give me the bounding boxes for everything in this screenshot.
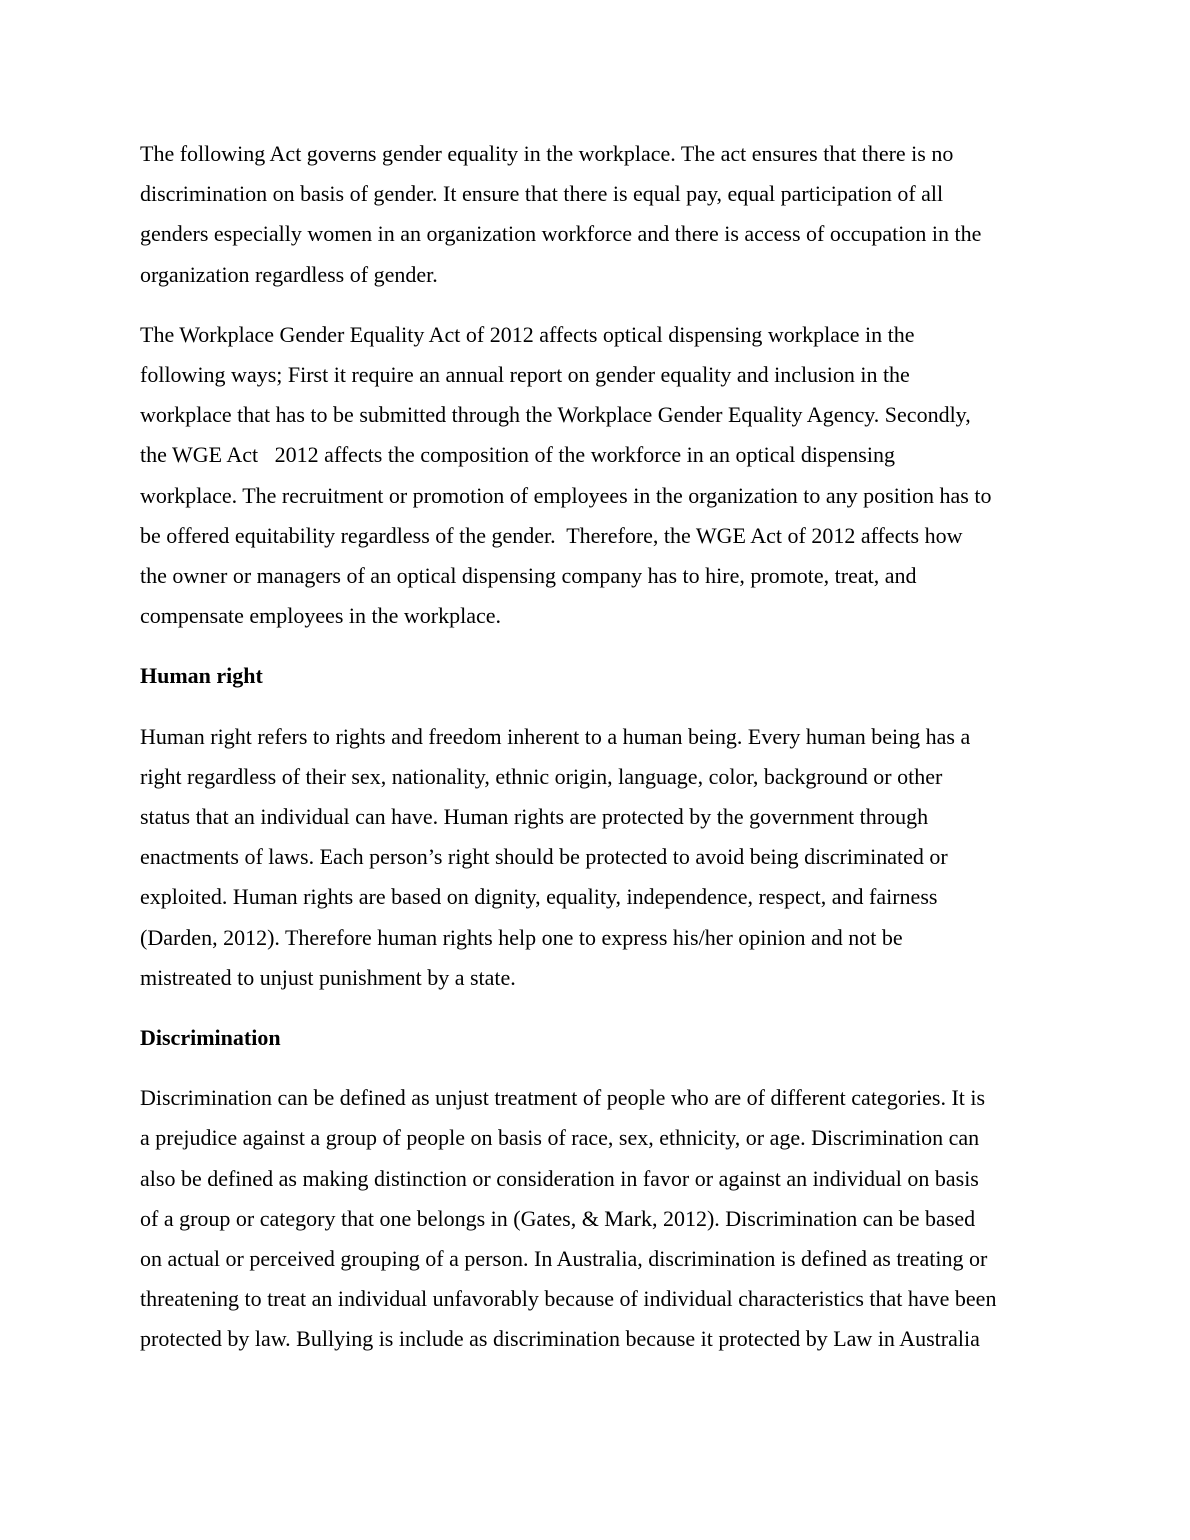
text-line: workplace that has to be submitted through the Workplace Gender Equality Agency. Secondly, xyxy=(140,402,971,428)
text-line: workplace. The recruitment or promotion of employees in the organization to any position has to xyxy=(140,482,992,508)
text-line: of a group or category that one belongs in (Gates, & Mark, 2012). Discrimination can be based xyxy=(140,1205,976,1231)
text-line: The following Act governs gender equality in the workplace. The act ensures that there is no xyxy=(140,141,954,166)
text-line: also be defined as making distinction or consideration in favor or against an individual on basis xyxy=(140,1165,979,1191)
text-line: exploited. Human rights are based on dignity, equality, independence, respect, and fairness xyxy=(140,884,938,910)
text-line: the owner or managers of an optical dispensing company has to hire, promote, treat, and xyxy=(140,563,917,589)
text-line: Human right refers to rights and freedom inherent to a human being. Every human being has a xyxy=(140,723,971,749)
text-line: on actual or perceived grouping of a person. In Australia, discrimination is defined as treating or xyxy=(140,1246,988,1272)
heading-discrimination: Discrimination xyxy=(140,1025,281,1051)
text-line: Discrimination can be defined as unjust treatment of people who are of different categories. It is xyxy=(140,1085,986,1111)
paragraph-discrimination xyxy=(140,1078,1052,1359)
text-line: protected by law. Bullying is include as discrimination because it protected by Law in Australia xyxy=(140,1326,980,1352)
text-line: status that an individual can have. Human rights are protected by the government through xyxy=(140,804,929,830)
text-line: following ways; First it require an annual report on gender equality and inclusion in the xyxy=(140,362,910,388)
text-line: enactments of laws. Each person’s right should be protected to avoid being discriminated or xyxy=(140,844,948,870)
document-body xyxy=(140,134,1052,1380)
text-line: mistreated to unjust punishment by a state. xyxy=(140,964,516,990)
text-line: genders especially women in an organization workforce and there is access of occupation in the xyxy=(140,221,982,247)
text-line: right regardless of their sex, nationality, ethnic origin, language, color, background or other xyxy=(140,763,943,789)
paragraph-human-right xyxy=(140,717,1052,998)
text-line: be offered equitability regardless of the gender. Therefore, the WGE Act of 2012 affects how xyxy=(140,522,963,548)
text-line: the WGE Act 2012 affects the composition of the workforce in an optical dispensing xyxy=(140,442,895,468)
text-line: discrimination on basis of gender. It ensure that there is equal pay, equal participation of all xyxy=(140,181,944,207)
text-line: organization regardless of gender. xyxy=(140,261,438,287)
text-line: compensate employees in the workplace. xyxy=(140,603,502,629)
text-line: (Darden, 2012). Therefore human rights help one to express his/her opinion and not be xyxy=(140,924,903,950)
text-line: The Workplace Gender Equality Act of 2012 affects optical dispensing workplace in the xyxy=(140,321,915,347)
paragraph-gender-equality-act xyxy=(140,134,1052,295)
heading-human-right: Human right xyxy=(140,663,263,689)
paragraph-wge-act-effects xyxy=(140,315,1052,637)
text-line: threatening to treat an individual unfavorably because of individual characteristics that have been xyxy=(140,1286,997,1312)
text-line: a prejudice against a group of people on basis of race, sex, ethnicity, or age. Discrimination can xyxy=(140,1125,980,1151)
